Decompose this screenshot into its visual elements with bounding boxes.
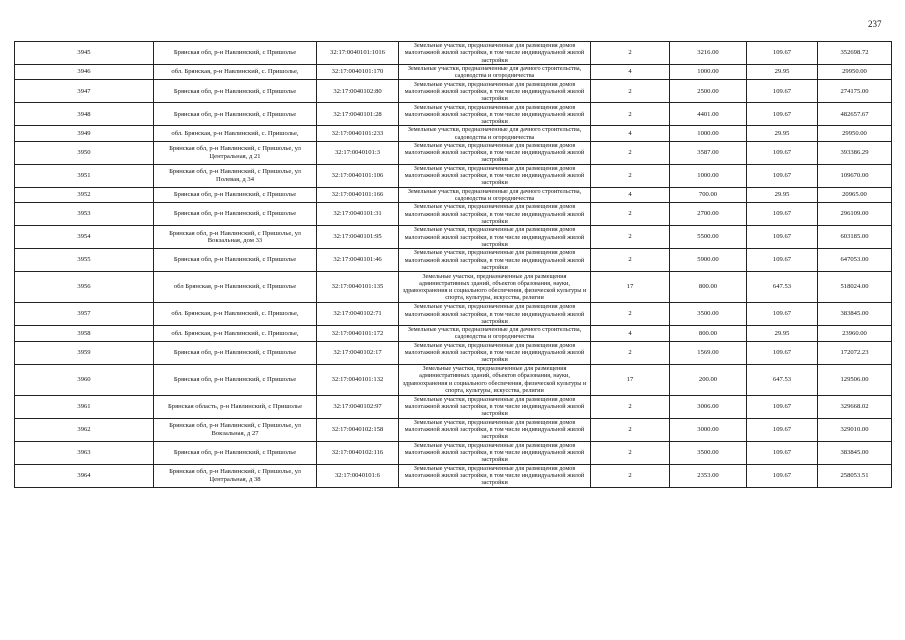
area-cell: 200.00 [670,364,747,395]
cadastral-value-cell: 29950.00 [818,65,892,80]
row-number-cell: 3956 [15,272,154,303]
table-row [15,418,892,441]
row-number-cell: 3954 [15,226,154,249]
cadastral-value-cell: 172072.23 [818,341,892,364]
group-cell: 2 [591,164,670,187]
area-cell: 3500.00 [670,303,747,326]
address-cell: Брянская обл, р-н Навлинский, с Пришолье, ул Центральная, д 38 [154,464,317,487]
row-number-cell: 3949 [15,126,154,141]
cadastral-value-cell: 329668.02 [818,395,892,418]
table-row [15,203,892,226]
cadastral-number-cell: 32:17:0040102:80 [317,80,399,103]
group-cell: 4 [591,126,670,141]
land-use-cell: Земельные участки, предназначенные для размещения домов малоэтажной жилой застройки, в том числе индивидуальной жилой застройки [399,341,591,364]
address-cell: обл. Брянская, р-н Навлинский, с. Пришолье, [154,126,317,141]
group-cell: 2 [591,203,670,226]
specific-value-cell: 109.67 [747,42,818,65]
cadastral-number-cell: 32:17:0040101:166 [317,187,399,202]
group-cell: 2 [591,141,670,164]
specific-value-cell: 29.95 [747,65,818,80]
table-row [15,126,892,141]
cadastral-value-table [14,41,892,488]
cadastral-number-cell: 32:17:0040101:135 [317,272,399,303]
group-cell: 2 [591,441,670,464]
table-row [15,249,892,272]
table-row [15,164,892,187]
specific-value-cell: 109.67 [747,164,818,187]
address-cell: Брянская обл, р-н Навлинский, с Пришолье, ул Вокзальная, д 27 [154,418,317,441]
area-cell: 5900.00 [670,249,747,272]
cadastral-value-cell: 296109.00 [818,203,892,226]
cadastral-number-cell: 32:17:0040102:158 [317,418,399,441]
area-cell: 1000.00 [670,126,747,141]
land-use-cell: Земельные участки, предназначенные для дачного строительства, садоводства и огородничества [399,126,591,141]
specific-value-cell: 109.67 [747,141,818,164]
cadastral-value-cell: 393386.29 [818,141,892,164]
address-cell: Брянская обл, р-н Навлинский, с Пришолье [154,187,317,202]
specific-value-cell: 109.67 [747,226,818,249]
group-cell: 2 [591,226,670,249]
specific-value-cell: 109.67 [747,464,818,487]
cadastral-value-cell: 352698.72 [818,42,892,65]
cadastral-value-cell: 29950.00 [818,126,892,141]
specific-value-cell: 647.53 [747,364,818,395]
land-use-cell: Земельные участки, предназначенные для размещения домов малоэтажной жилой застройки, в том числе индивидуальной жилой застройки [399,80,591,103]
table-row [15,65,892,80]
row-number-cell: 3961 [15,395,154,418]
cadastral-value-cell: 109670.00 [818,164,892,187]
specific-value-cell: 29.95 [747,126,818,141]
address-cell: Брянская обл, р-н Навлинский, с Пришолье [154,364,317,395]
row-number-cell: 3953 [15,203,154,226]
table-row [15,226,892,249]
address-cell: обл Брянская, р-н Навлинский, с Пришолье [154,272,317,303]
cadastral-number-cell: 32:17:0040101:31 [317,203,399,226]
area-cell: 2500.00 [670,80,747,103]
row-number-cell: 3947 [15,80,154,103]
land-use-cell: Земельные участки, предназначенные для размещения домов малоэтажной жилой застройки, в том числе индивидуальной жилой застройки [399,464,591,487]
row-number-cell: 3959 [15,341,154,364]
address-cell: Брянская обл, р-н Навлинский, с Пришолье [154,203,317,226]
area-cell: 800.00 [670,272,747,303]
table-row [15,42,892,65]
row-number-cell: 3951 [15,164,154,187]
table-row [15,441,892,464]
specific-value-cell: 109.67 [747,441,818,464]
land-use-cell: Земельные участки, предназначенные для размещения домов малоэтажной жилой застройки, в том числе индивидуальной жилой застройки [399,418,591,441]
cadastral-value-cell: 20965.00 [818,187,892,202]
page-number: 237 [868,19,882,29]
cadastral-number-cell: 32:17:0040102:116 [317,441,399,464]
row-number-cell: 3948 [15,103,154,126]
group-cell: 4 [591,326,670,341]
cadastral-number-cell: 32:17:0040101:46 [317,249,399,272]
land-use-cell: Земельные участки, предназначенные для размещения домов малоэтажной жилой застройки, в том числе индивидуальной жилой застройки [399,395,591,418]
specific-value-cell: 109.67 [747,103,818,126]
group-cell: 4 [591,187,670,202]
group-cell: 2 [591,103,670,126]
area-cell: 2353.00 [670,464,747,487]
address-cell: Брянская обл, р-н Навлинский, с Пришолье, ул Полевая, д 34 [154,164,317,187]
specific-value-cell: 109.67 [747,249,818,272]
area-cell: 800.00 [670,326,747,341]
area-cell: 1000.00 [670,164,747,187]
cadastral-number-cell: 32:17:0040101:132 [317,364,399,395]
cadastral-value-cell: 23960.00 [818,326,892,341]
cadastral-number-cell: 32:17:0040101:95 [317,226,399,249]
table-row [15,326,892,341]
cadastral-value-cell: 383845.00 [818,303,892,326]
row-number-cell: 3955 [15,249,154,272]
area-cell: 4401.00 [670,103,747,126]
specific-value-cell: 109.67 [747,80,818,103]
cadastral-number-cell: 32:17:0040101:172 [317,326,399,341]
specific-value-cell: 29.95 [747,326,818,341]
table-row [15,364,892,395]
land-use-cell: Земельные участки, предназначенные для размещения административных зданий, объектов образования, науки, здравоохранения и социального обеспечения, физической культуры и спорта, культуры, искусства, религии [399,272,591,303]
row-number-cell: 3963 [15,441,154,464]
address-cell: Брянская обл, р-н Навлинский, с Пришолье [154,249,317,272]
address-cell: Брянская область, р-н Навлинский, с Пришолье [154,395,317,418]
land-use-cell: Земельные участки, предназначенные для размещения домов малоэтажной жилой застройки, в том числе индивидуальной жилой застройки [399,441,591,464]
cadastral-number-cell: 32:17:0040101:106 [317,164,399,187]
address-cell: Брянская обл, р-н Навлинский, с Пришолье [154,42,317,65]
specific-value-cell: 109.67 [747,341,818,364]
table-row [15,80,892,103]
cadastral-number-cell: 32:17:0040101:6 [317,464,399,487]
address-cell: обл. Брянская, р-н Навлинский, с. Пришолье, [154,326,317,341]
group-cell: 2 [591,418,670,441]
address-cell: Брянская обл, р-н Навлинский, с Пришолье [154,441,317,464]
row-number-cell: 3945 [15,42,154,65]
cadastral-number-cell: 32:17:0040101:170 [317,65,399,80]
row-number-cell: 3962 [15,418,154,441]
land-use-cell: Земельные участки, предназначенные для дачного строительства, садоводства и огородничества [399,326,591,341]
area-cell: 1569.00 [670,341,747,364]
group-cell: 2 [591,341,670,364]
area-cell: 3006.00 [670,395,747,418]
group-cell: 17 [591,272,670,303]
address-cell: Брянская обл, р-н Навлинский, с Пришолье, ул Центральная, д 21 [154,141,317,164]
cadastral-value-cell: 129506.00 [818,364,892,395]
table-row [15,141,892,164]
address-cell: обл. Брянская, р-н Навлинский, с. Пришолье, [154,65,317,80]
cadastral-number-cell: 32:17:0040101:28 [317,103,399,126]
land-use-cell: Земельные участки, предназначенные для размещения домов малоэтажной жилой застройки, в том числе индивидуальной жилой застройки [399,226,591,249]
cadastral-number-cell: 32:17:0040101:3 [317,141,399,164]
land-use-cell: Земельные участки, предназначенные для размещения домов малоэтажной жилой застройки, в том числе индивидуальной жилой застройки [399,203,591,226]
land-use-cell: Земельные участки, предназначенные для размещения административных зданий, объектов образования, науки, здравоохранения и социального обеспечения, физической культуры и спорта, культуры, искусства, религии [399,364,591,395]
cadastral-number-cell: 32:17:0040102:97 [317,395,399,418]
table-row [15,103,892,126]
cadastral-value-cell: 329010.00 [818,418,892,441]
specific-value-cell: 647.53 [747,272,818,303]
row-number-cell: 3957 [15,303,154,326]
area-cell: 1000.00 [670,65,747,80]
address-cell: Брянская обл, р-н Навлинский, с Пришолье [154,341,317,364]
specific-value-cell: 29.95 [747,187,818,202]
specific-value-cell: 109.67 [747,303,818,326]
land-use-cell: Земельные участки, предназначенные для размещения домов малоэтажной жилой застройки, в том числе индивидуальной жилой застройки [399,42,591,65]
area-cell: 3500.00 [670,441,747,464]
land-use-cell: Земельные участки, предназначенные для размещения домов малоэтажной жилой застройки, в том числе индивидуальной жилой застройки [399,164,591,187]
cadastral-value-cell: 603185.00 [818,226,892,249]
group-cell: 4 [591,65,670,80]
specific-value-cell: 109.67 [747,203,818,226]
group-cell: 2 [591,464,670,487]
group-cell: 2 [591,303,670,326]
address-cell: Брянская обл, р-н Навлинский, с Пришолье, ул Вокзальная, дом 33 [154,226,317,249]
table-row [15,464,892,487]
area-cell: 2700.00 [670,203,747,226]
area-cell: 3216.00 [670,42,747,65]
address-cell: Брянская обл, р-н Навлинский, с Пришолье [154,103,317,126]
table-row [15,272,892,303]
row-number-cell: 3960 [15,364,154,395]
row-number-cell: 3950 [15,141,154,164]
area-cell: 3587.00 [670,141,747,164]
cadastral-value-cell: 274175.00 [818,80,892,103]
cadastral-number-cell: 32:17:0040102:71 [317,303,399,326]
group-cell: 17 [591,364,670,395]
table-row [15,395,892,418]
area-cell: 700.00 [670,187,747,202]
group-cell: 2 [591,80,670,103]
specific-value-cell: 109.67 [747,395,818,418]
table-row [15,187,892,202]
land-use-cell: Земельные участки, предназначенные для дачного строительства, садоводства и огородничества [399,187,591,202]
land-use-cell: Земельные участки, предназначенные для размещения домов малоэтажной жилой застройки, в том числе индивидуальной жилой застройки [399,249,591,272]
group-cell: 2 [591,42,670,65]
land-use-cell: Земельные участки, предназначенные для дачного строительства, садоводства и огородничества [399,65,591,80]
area-cell: 5500.00 [670,226,747,249]
cadastral-value-cell: 383845.00 [818,441,892,464]
group-cell: 2 [591,249,670,272]
land-use-cell: Земельные участки, предназначенные для размещения домов малоэтажной жилой застройки, в том числе индивидуальной жилой застройки [399,141,591,164]
cadastral-value-cell: 518024.00 [818,272,892,303]
land-use-cell: Земельные участки, предназначенные для размещения домов малоэтажной жилой застройки, в том числе индивидуальной жилой застройки [399,303,591,326]
land-use-cell: Земельные участки, предназначенные для размещения домов малоэтажной жилой застройки, в том числе индивидуальной жилой застройки [399,103,591,126]
table-body [15,42,892,488]
cadastral-number-cell: 32:17:0040102:17 [317,341,399,364]
cadastral-value-cell: 258053.51 [818,464,892,487]
row-number-cell: 3958 [15,326,154,341]
table-row [15,303,892,326]
group-cell: 2 [591,395,670,418]
cadastral-number-cell: 32:17:0040101:233 [317,126,399,141]
row-number-cell: 3946 [15,65,154,80]
address-cell: обл. Брянская, р-н Навлинский, с. Пришолье, [154,303,317,326]
address-cell: Брянская обл, р-н Навлинский, с Пришолье [154,80,317,103]
cadastral-value-cell: 482657.67 [818,103,892,126]
cadastral-number-cell: 32:17:0040101:1016 [317,42,399,65]
cadastral-value-cell: 647053.00 [818,249,892,272]
table-row [15,341,892,364]
row-number-cell: 3952 [15,187,154,202]
specific-value-cell: 109.67 [747,418,818,441]
row-number-cell: 3964 [15,464,154,487]
area-cell: 3000.00 [670,418,747,441]
